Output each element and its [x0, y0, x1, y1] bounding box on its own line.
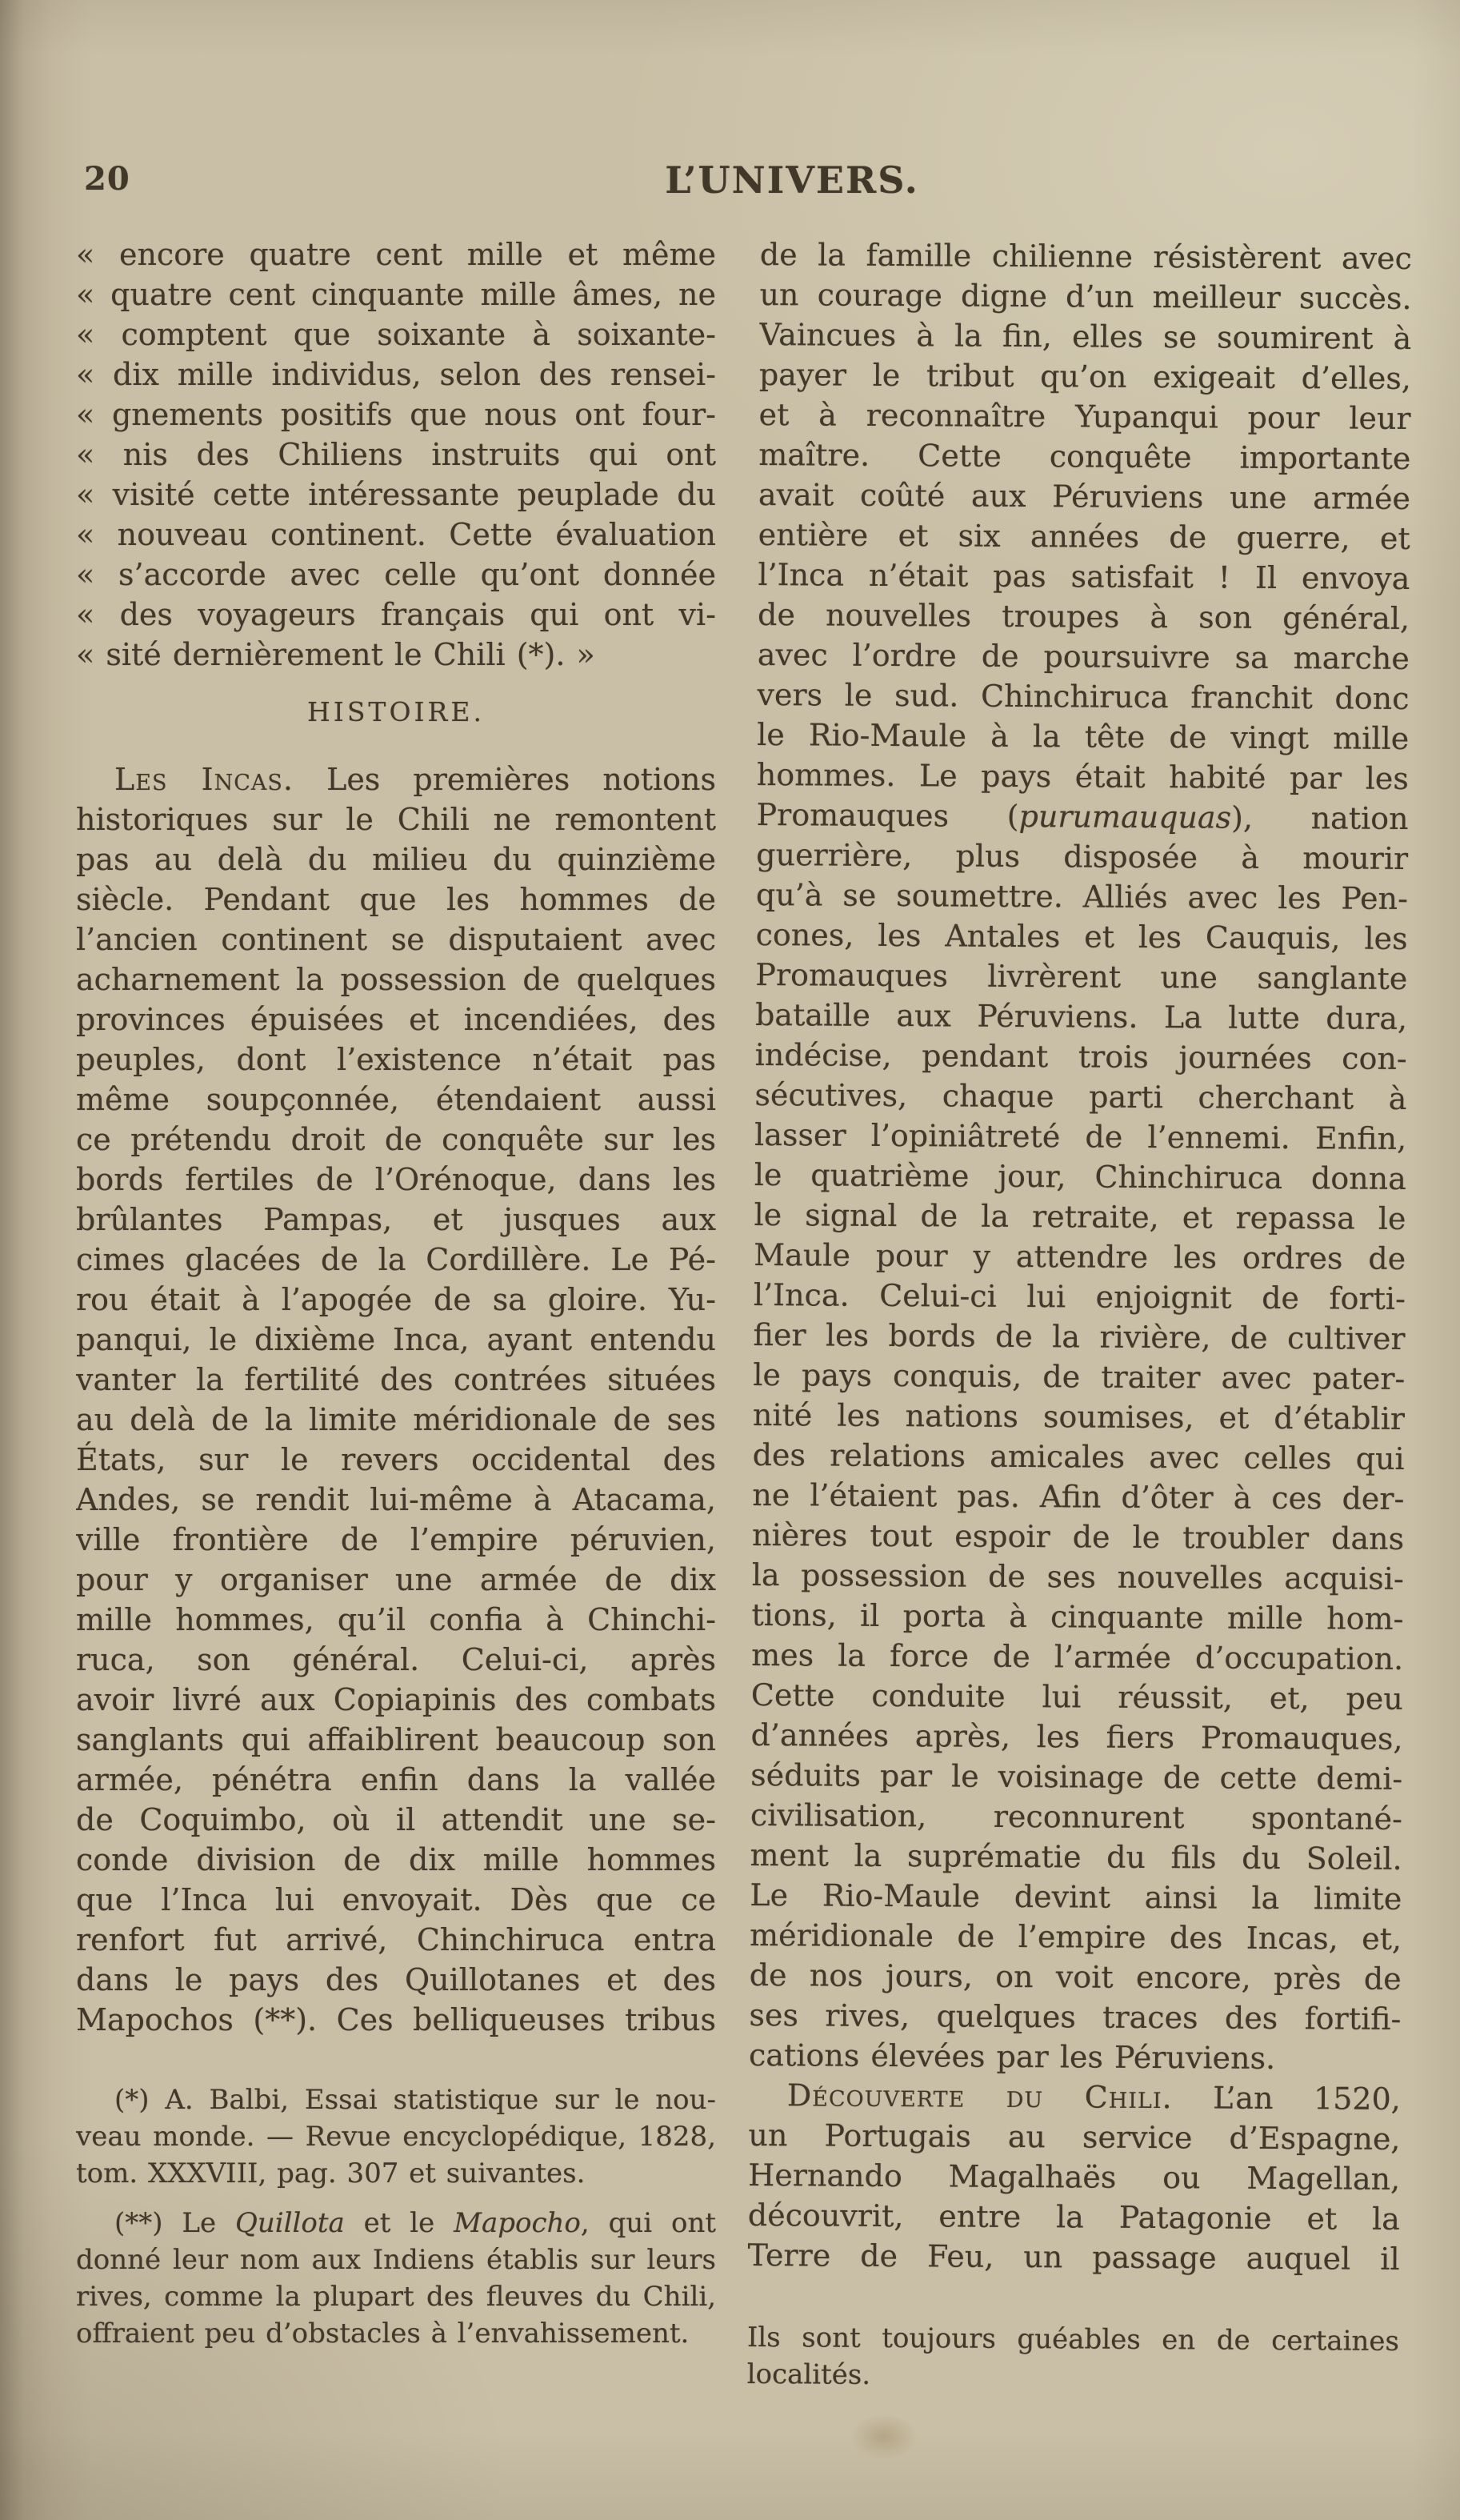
text-line: cones, les Antales et les Cauquis, les [755, 916, 1408, 956]
text-line: ville frontière de l’empire péruvien, [76, 1522, 716, 1557]
text-line: civilisation, reconnurent spontané- [750, 1797, 1403, 1837]
text-line: Terre de Feu, un passage auquel il [747, 2237, 1400, 2277]
text-line: le quatrième jour, Chinchiruca donna [754, 1156, 1406, 1196]
text-line: offraient peu d’obstacles à l’envahissement. [76, 2318, 690, 2350]
text-line: armée, pénétra enfin dans la vallée [76, 1762, 716, 1797]
footnotes-area [76, 2081, 716, 2352]
text-line: ses rives, quelques traces des fortifi- [749, 1997, 1402, 2037]
text-line: « sité dernièrement le Chili (*). » [76, 637, 595, 672]
text-line: Ils sont toujours guéables en de certaines [746, 2321, 1400, 2358]
text-line: nité les nations soumises, et d’établir [752, 1396, 1406, 1436]
text-line: d’années après, les fiers Promauques, [750, 1717, 1403, 1757]
text-line: Promauques (purumauquas), nation [756, 796, 1409, 836]
text-line: Promauques livrèrent une sanglante [755, 956, 1408, 996]
text-line: ce prétendu droit de conquête sur les [76, 1122, 716, 1157]
paragraph-les-incas [76, 759, 716, 2040]
text-line: « encore quatre cent mille et même [76, 237, 716, 272]
text-line: indécise, pendant trois journées con- [754, 1036, 1407, 1076]
journal-title: L’UNIVERS. [665, 158, 919, 202]
text-line: « dix mille individus, selon des rensei- [76, 357, 716, 392]
section-heading-histoire: HISTOIRE. [307, 696, 485, 727]
text-line: méridionale de l’empire des Incas, et, [749, 1917, 1402, 1957]
text-line: ruca, son général. Celui-ci, après [76, 1642, 716, 1677]
text-line: tom. XXXVIII, pag. 307 et suivantes. [76, 2157, 586, 2189]
text-line: acharnement la possession de quelques [76, 962, 716, 997]
text-line: tions, il porta à cinquante mille hom- [751, 1597, 1404, 1637]
text-line: de Coquimbo, où il attendit une se- [76, 1802, 716, 1837]
text-line: « comptent que soixante à soixante- [76, 317, 716, 352]
text-line: le signal de la retraite, et repassa le [754, 1196, 1406, 1236]
text-line: Vaincues à la fin, elles se soumirent à [759, 316, 1412, 356]
text-line: sanglants qui affaiblirent beaucoup son [76, 1722, 716, 1757]
text-line: un courage digne d’un meilleur succès. [759, 276, 1412, 316]
quote-block [76, 234, 716, 675]
text-line: l’ancien continent se disputaient avec [76, 922, 716, 957]
text-line: renfort fut arrivé, Chinchiruca entra [76, 1922, 716, 1957]
text-line: vers le sud. Chinchiruca franchit donc [757, 676, 1410, 716]
text-line: pour y organiser une armée de dix [76, 1562, 716, 1597]
text-line: au delà de la limite méridionale de ses [76, 1402, 716, 1437]
text-line: brûlantes Pampas, et jusques aux [76, 1202, 716, 1237]
footnote-continuation [747, 2319, 1400, 2397]
text-line: (*) A. Balbi, Essai statistique sur le nou- [114, 2084, 716, 2116]
text-line: payer le tribut qu’on exigeait d’elles, [758, 356, 1412, 396]
page-header [0, 160, 1460, 208]
text-line: mille hommes, qu’il confia à Chinchi- [76, 1602, 716, 1637]
text-line: « s’accorde avec celle qu’ont donnée [76, 557, 716, 592]
text-line: panqui, le dixième Inca, ayant entendu [76, 1322, 716, 1357]
text-line: veau monde. — Revue encyclopédique, 1828, [76, 2121, 716, 2153]
paragraph-decouverte-du-chili [747, 2075, 1401, 2279]
text-line: Cette conduite lui réussit, et, peu [750, 1677, 1403, 1717]
text-line: donné leur nom aux Indiens établis sur leurs [76, 2244, 716, 2276]
text-line: découvrit, entre la Patagonie et la [747, 2197, 1401, 2237]
text-line: pas au delà du milieu du quinzième [76, 842, 716, 877]
footnote-balbi [76, 2081, 716, 2192]
text-line: avec l’ordre de poursuivre sa marche [757, 636, 1410, 676]
text-line: « des voyageurs français qui ont vi- [76, 597, 716, 632]
text-line: avoir livré aux Copiapinis des combats [76, 1682, 716, 1717]
column-right [747, 234, 1412, 2397]
text-line: « quatre cent cinquante mille âmes, ne [76, 277, 716, 312]
text-line: « nouveau continent. Cette évaluation [76, 517, 716, 552]
text-line: Mapochos (**). Ces belliqueuses tribus [76, 2002, 716, 2037]
text-line: avait coûté aux Péruviens une armée [758, 476, 1411, 516]
text-line: que l’Inca lui envoyait. Dès que ce [76, 1882, 716, 1917]
text-line: Andes, se rendit lui-même à Atacama, [76, 1482, 716, 1517]
text-line: de nos jours, on voit encore, près de [749, 1957, 1402, 1997]
text-line: ment la suprématie du fils du Soleil. [750, 1837, 1402, 1877]
text-line: l’Inca n’était pas satisfait ! Il envoya [758, 556, 1410, 596]
text-line: guerrière, plus disposée à mourir [756, 836, 1409, 876]
text-line: rou était à l’apogée de sa gloire. Yu- [76, 1282, 716, 1317]
text-line: fier les bords de la rivière, de cultiver [753, 1316, 1406, 1356]
text-line: siècle. Pendant que les hommes de [76, 882, 716, 917]
text-line: conde division de dix mille hommes [76, 1842, 716, 1877]
text-line: « nis des Chiliens instruits qui ont [76, 437, 716, 472]
column-left [76, 234, 716, 2393]
text-line: le pays conquis, de traiter avec pater- [753, 1356, 1406, 1396]
text-line: « gnements positifs que nous ont four- [76, 397, 716, 432]
text-line: de nouvelles troupes à son général, [757, 596, 1410, 636]
text-line: dans le pays des Quillotanes et des [76, 1962, 716, 1997]
text-line: bords fertiles de l’Orénoque, dans les [76, 1162, 716, 1197]
text-line: un Portugais au service d’Espagne, [748, 2117, 1401, 2157]
text-line: « visité cette intéressante peuplade du [76, 477, 716, 512]
text-line: l’Inca. Celui-ci lui enjoignit de forti- [753, 1276, 1406, 1316]
text-line: vanter la fertilité des contrées situées [76, 1362, 716, 1397]
text-line: Maule pour y attendre les ordres de [754, 1236, 1406, 1276]
text-line: (**) Le Quillota et le Mapocho, qui ont [114, 2207, 716, 2239]
text-line: Le Rio-Maule devint ainsi la limite [750, 1877, 1402, 1917]
text-line: séduits par le voisinage de cette demi- [750, 1757, 1403, 1797]
text-line: lasser l’opiniâtreté de l’ennemi. Enfin, [754, 1116, 1407, 1156]
text-line: Hernando Magalhaës ou Magellan, [748, 2157, 1401, 2197]
text-line: maître. Cette conquête importante [758, 436, 1411, 476]
text-line: de la famille chilienne résistèrent avec [759, 236, 1412, 276]
text-line: même soupçonnée, étendaient aussi [76, 1082, 716, 1117]
text-line: cations élevées par les Péruviens. [748, 2037, 1276, 2076]
text-line: rives, comme la plupart des fleuves du Chili, [76, 2281, 716, 2313]
text-line: sécutives, chaque parti cherchant à [754, 1076, 1407, 1116]
text-line: nières tout espoir de le troubler dans [751, 1516, 1405, 1556]
footnote-quillota-mapocho [76, 2205, 716, 2352]
text-line: ne l’étaient pas. Afin d’ôter à ces der- [752, 1476, 1405, 1516]
paragraph-conquest-continuation [749, 234, 1412, 2079]
text-line: historiques sur le Chili ne remontent [76, 802, 716, 837]
text-line: Les Incas. Les premières notions [114, 762, 716, 797]
text-line: et à reconnaître Yupanqui pour leur [758, 396, 1411, 436]
text-line: entière et six années de guerre, et [758, 516, 1410, 556]
text-line: Découverte du Chili. L’an 1520, [786, 2077, 1401, 2117]
text-line: localités. [746, 2358, 871, 2391]
text-line: la possession de ses nouvelles acquisi- [751, 1556, 1404, 1597]
page-number: 20 [84, 160, 130, 198]
text-line: peuples, dont l’existence n’était pas [76, 1042, 716, 1077]
text-line: cimes glacées de la Cordillère. Le Pé- [76, 1242, 716, 1277]
text-line: qu’à se soumettre. Alliés avec les Pen- [755, 876, 1409, 916]
text-line: le Rio-Maule à la tête de vingt mille [757, 716, 1410, 756]
text-line: hommes. Le pays était habité par les [756, 756, 1409, 796]
text-line: provinces épuisées et incendiées, des [76, 1002, 716, 1037]
text-line: des relations amicales avec celles qui [752, 1436, 1405, 1476]
text-line: États, sur le revers occidental des [76, 1442, 716, 1477]
text-line: mes la force de l’armée d’occupation. [751, 1637, 1404, 1677]
text-line: bataille aux Péruviens. La lutte dura, [754, 996, 1408, 1036]
text-columns [76, 234, 1412, 2393]
